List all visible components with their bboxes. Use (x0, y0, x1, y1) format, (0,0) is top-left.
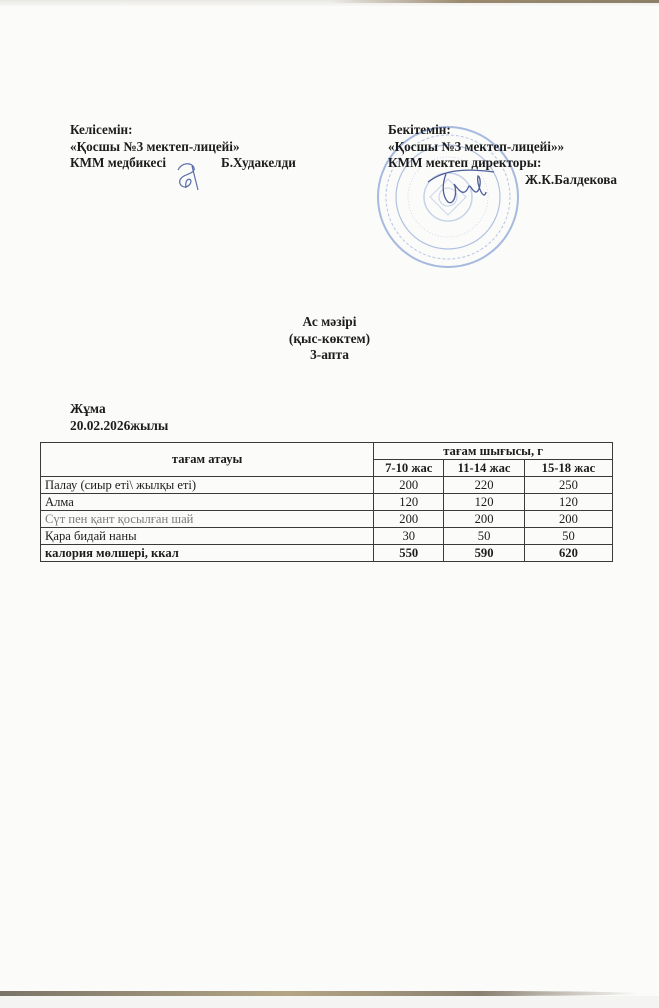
portion-value: 30 (374, 528, 444, 545)
portion-value: 120 (374, 494, 444, 511)
table-row (41, 511, 613, 528)
approval-left-position: КММ медбикесі (70, 155, 167, 170)
dish-name: Алма (41, 494, 374, 511)
menu-title-season: (қыс-көктем) (288, 330, 371, 346)
portion-value: 200 (374, 477, 444, 494)
menu-table (40, 442, 613, 562)
calorie-value: 590 (444, 545, 525, 562)
portion-value: 50 (444, 528, 525, 545)
approval-left-heading: Келісемін: (70, 122, 133, 137)
scan-shadow-top (330, 0, 659, 3)
calorie-label: калория мөлшері, ккал (41, 545, 374, 562)
approval-left-position-row (70, 155, 296, 172)
calorie-value: 620 (524, 545, 612, 562)
menu-date: 20.02.2026жылы (70, 417, 169, 433)
dish-name: Қара бидай наны (41, 528, 374, 545)
portion-value: 200 (374, 511, 444, 528)
menu-day (70, 401, 168, 434)
header-age-group: 15-18 жас (524, 460, 612, 477)
menu-title (0, 314, 659, 364)
portion-value: 200 (524, 511, 612, 528)
menu-title-week: 3-апта (310, 347, 349, 362)
portion-value: 120 (444, 494, 525, 511)
portion-value: 200 (444, 511, 525, 528)
portion-value: 250 (524, 477, 612, 494)
menu-title-main: Ас мәзірі (302, 314, 357, 329)
dish-name: Палау (сиыр еті\ жылқы еті) (41, 477, 374, 494)
portion-value: 120 (524, 494, 612, 511)
portion-value: 50 (524, 528, 612, 545)
approval-left-name: Б.Худакелди (221, 155, 296, 170)
calorie-value: 550 (374, 545, 444, 562)
approval-right-position: КММ мектеп директоры: (388, 155, 542, 170)
approval-right (388, 122, 617, 188)
table-row (41, 477, 613, 494)
header-dish-name: тағам атауы (41, 443, 374, 477)
approval-left (70, 122, 296, 172)
weekday: Жұма (70, 401, 106, 416)
scan-margin-bottom (0, 996, 659, 1008)
dish-name: Сүт пен қант қосылған шай (41, 511, 374, 528)
portion-value: 220 (444, 477, 525, 494)
table-header-row (41, 443, 613, 460)
table-row (41, 528, 613, 545)
header-age-group: 11-14 жас (444, 460, 525, 477)
table-total-row (41, 545, 613, 562)
header-output: тағам шығысы, г (374, 443, 613, 460)
header-age-group: 7-10 жас (374, 460, 444, 477)
approval-left-organization: «Қосшы №3 мектеп-лицейі» (70, 138, 240, 154)
approval-right-organization: «Қосшы №3 мектеп-лицейі»» (388, 138, 565, 154)
approval-right-name: Ж.К.Балдекова (525, 171, 617, 187)
approval-right-heading: Бекітемін: (388, 122, 451, 137)
table-row (41, 494, 613, 511)
